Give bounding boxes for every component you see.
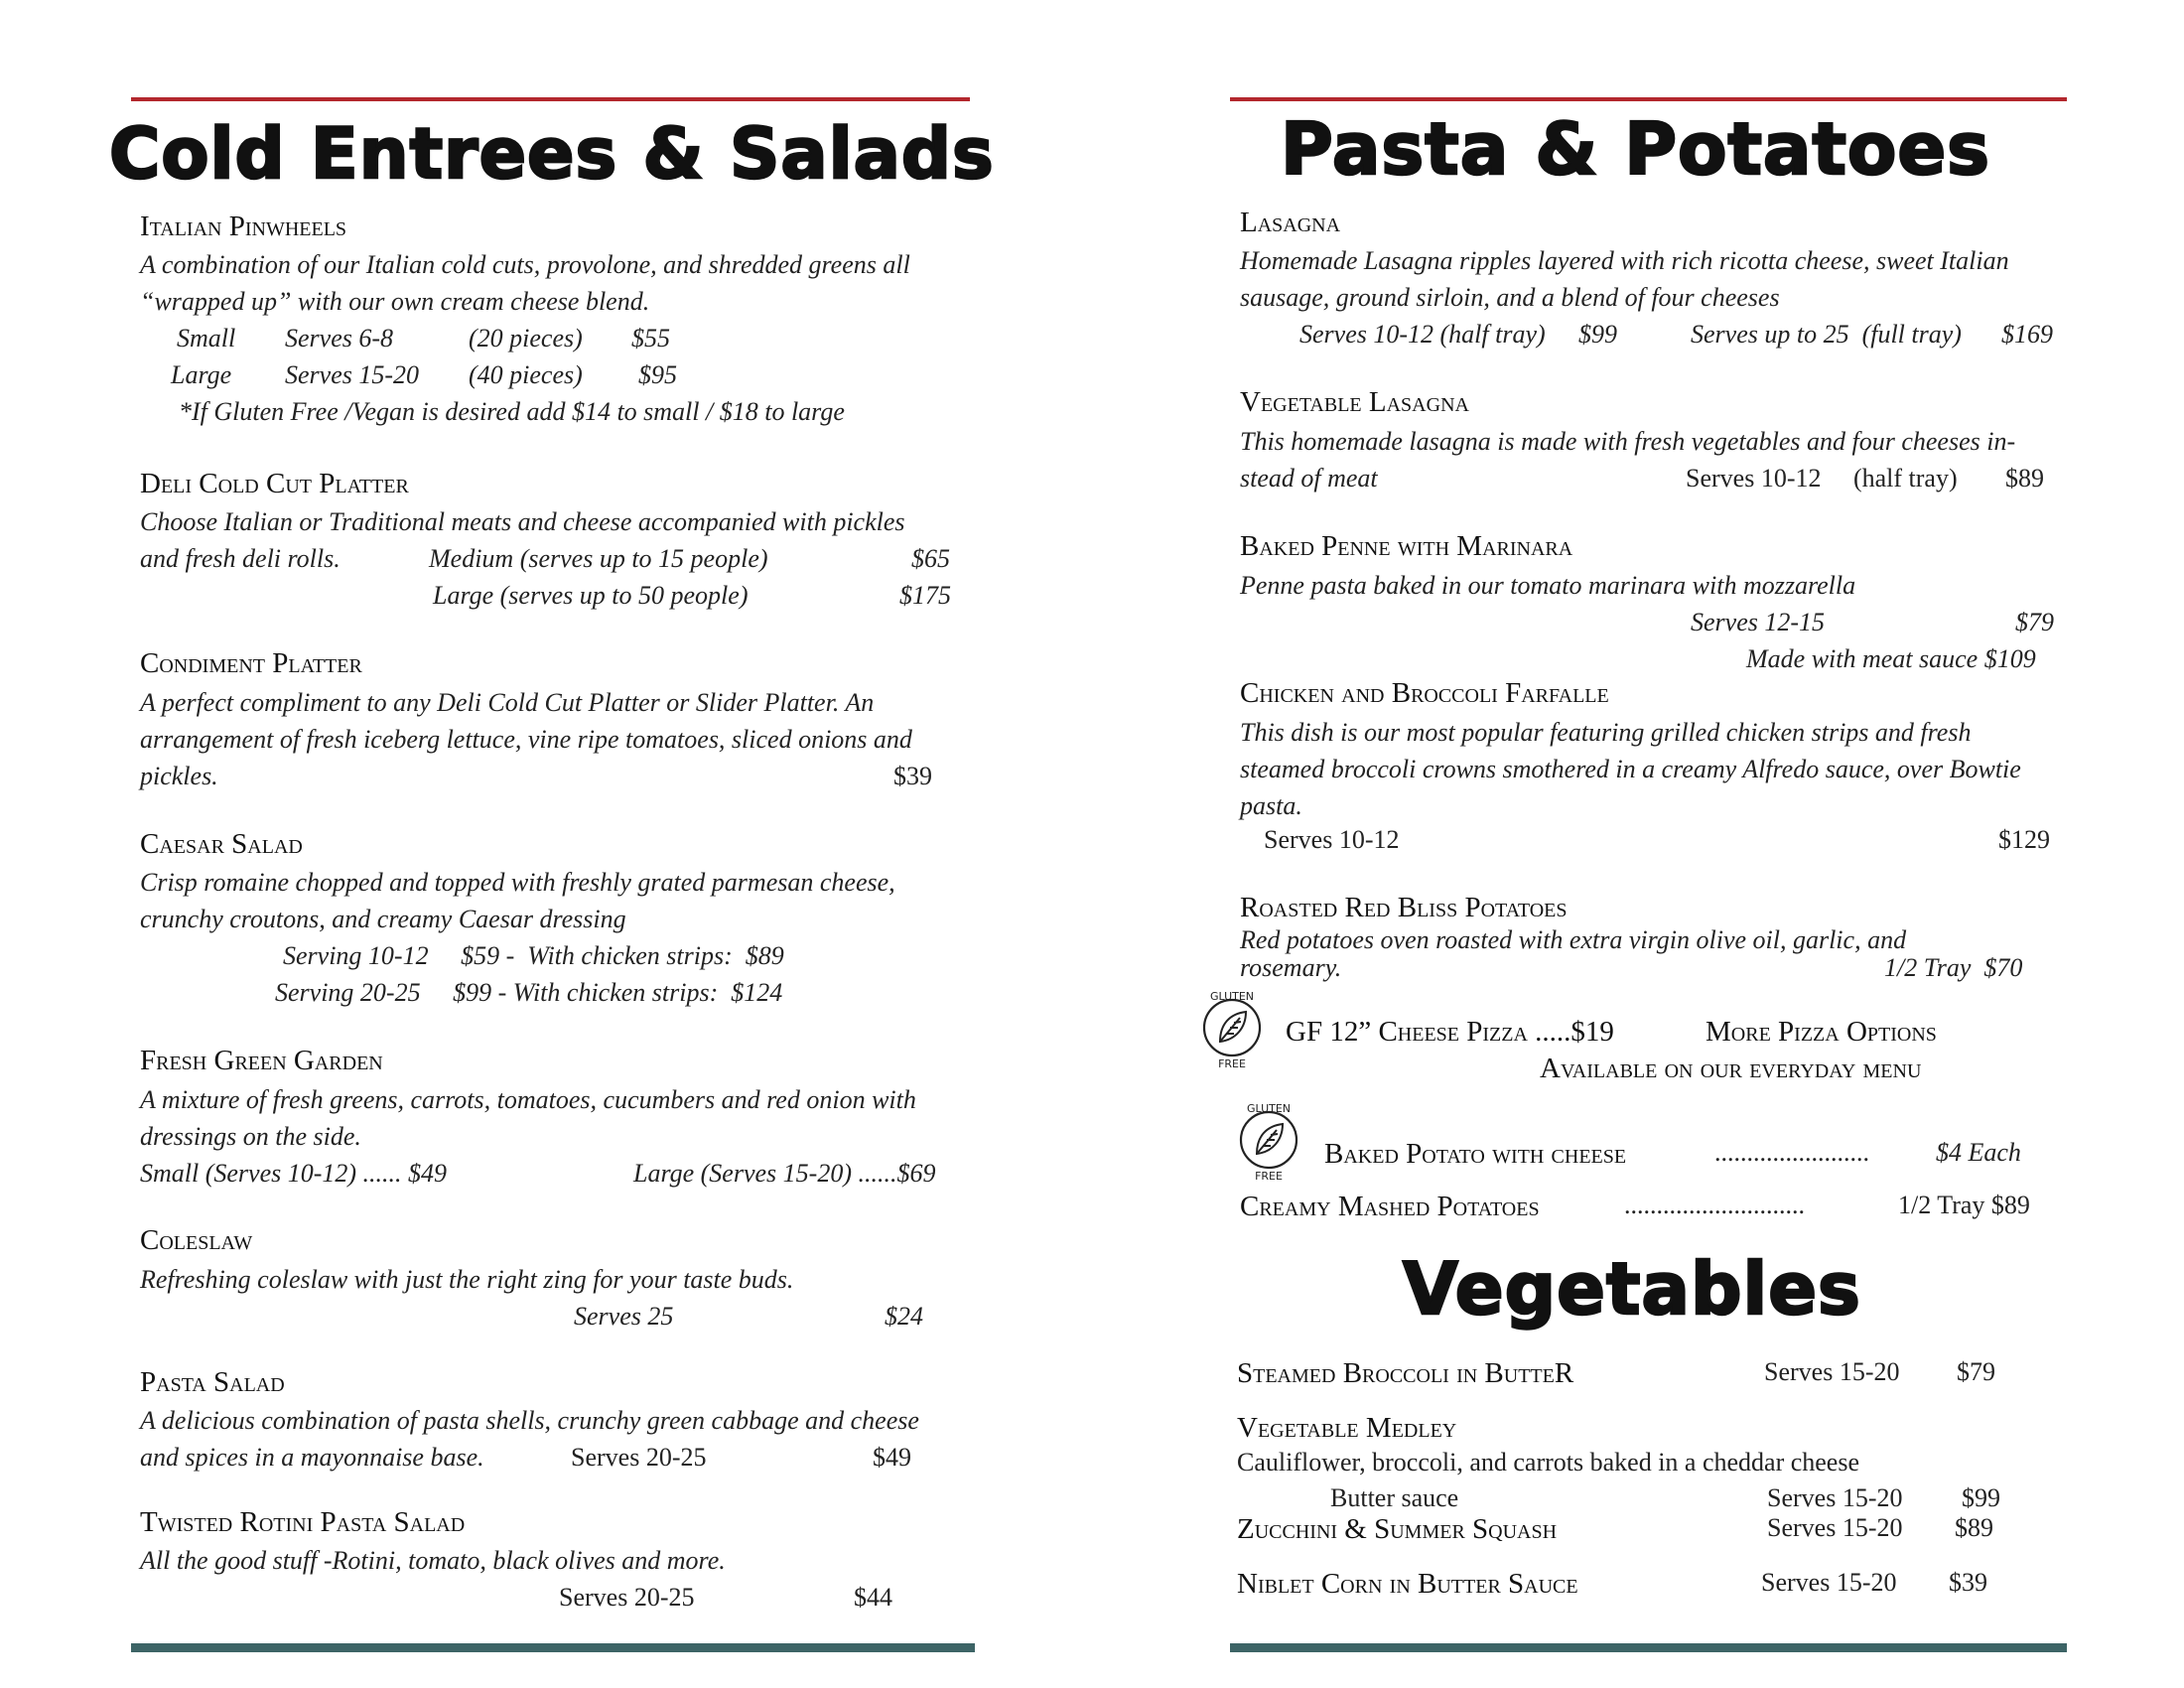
gf-pizza-item: GF 12” Cheese Pizza .....$19 — [1286, 1016, 1614, 1048]
serves-label: Serves 10-12 (half tray) — [1299, 320, 1546, 349]
item-title-baked-potato: Baked Potato with cheese — [1324, 1138, 1627, 1170]
item-desc: A combination of our Italian cold cuts, provolone, and shredded greens all — [140, 250, 910, 279]
serves-label: Serves 15-20 — [1767, 1513, 1903, 1542]
serves-label: Serves 25 — [574, 1302, 674, 1331]
item-title-niblet-corn: Niblet Corn in Butter Sauce — [1237, 1568, 1578, 1600]
price-label: $49 — [873, 1443, 911, 1472]
item-title-roasted-red-bliss: Roasted Red Bliss Potatoes — [1240, 892, 1568, 923]
item-desc: arrangement of fresh iceberg lettuce, vine ripe tomatoes, sliced onions and — [140, 725, 912, 754]
gf-badge-bottom-text: FREE — [1255, 1170, 1283, 1182]
leaf-icon — [1257, 1124, 1283, 1154]
item-desc: Choose Italian or Traditional meats and cheese accompanied with pickles — [140, 507, 905, 536]
leaf-icon — [1220, 1012, 1246, 1042]
item-desc: Cauliflower, broccoli, and carrots baked in a cheddar cheese — [1237, 1448, 1860, 1477]
serving-row: Serving 10-12 $59 - With chicken strips: $89 — [283, 941, 784, 970]
left-top-rule — [131, 97, 970, 101]
price-label: $175 — [899, 581, 951, 610]
price-label: $4 Each — [1936, 1138, 2021, 1167]
gluten-free-note: *If Gluten Free /Vegan is desired add $14 to small / $18 to large — [179, 397, 845, 426]
right-bottom-rule — [1230, 1643, 2067, 1652]
serves-label: Serves up to 25 (full tray) — [1691, 320, 1962, 349]
size-label: Small — [177, 324, 236, 352]
gluten-free-badge-icon — [1227, 1098, 1310, 1182]
serves-label: Serves 20-25 — [559, 1583, 695, 1612]
item-title-caesar-salad: Caesar Salad — [140, 828, 303, 860]
item-title-vegetable-lasagna: Vegetable Lasagna — [1240, 386, 1469, 418]
left-bottom-rule — [131, 1643, 975, 1652]
left-section-heading: Cold Entrees & Salads — [109, 113, 995, 195]
price-label: $169 — [2001, 320, 2053, 349]
item-desc: stead of meat — [1240, 464, 1378, 492]
item-desc: Homemade Lasagna ripples layered with rich ricotta cheese, sweet Italian — [1240, 246, 2009, 275]
item-desc: Crisp romaine chopped and topped with freshly grated parmesan cheese, — [140, 868, 895, 897]
serves-label: Serves 15-20 — [285, 360, 420, 389]
price-label: $39 — [1949, 1568, 1987, 1597]
item-desc: A mixture of fresh greens, carrots, tomatoes, cucumbers and red onion with — [140, 1085, 916, 1114]
vegetables-heading: Vegetables — [1403, 1247, 1861, 1331]
item-desc: pasta. — [1240, 791, 1302, 820]
item-desc: All the good stuff -Rotini, tomato, black olives and more. — [140, 1546, 726, 1575]
item-title-steamed-broccoli: Steamed Broccoli in ButteR — [1237, 1357, 1574, 1389]
item-desc: Refreshing coleslaw with just the right zing for your taste buds. — [140, 1265, 794, 1294]
item-desc: steamed broccoli crowns smothered in a creamy Alfredo sauce, over Bowtie — [1240, 755, 2021, 783]
item-title-zucchini-squash: Zucchini & Summer Squash — [1237, 1513, 1558, 1545]
item-desc: This dish is our most popular featuring grilled chicken strips and fresh — [1240, 718, 1972, 747]
item-desc: and fresh deli rolls. — [140, 544, 341, 573]
item-desc: crunchy croutons, and creamy Caesar dressing — [140, 905, 626, 933]
leader-dots: ........................ — [1714, 1138, 1869, 1167]
serving-row: Serving 20-25 $99 - With chicken strips: $124 — [275, 978, 783, 1007]
item-title-vegetable-medley: Vegetable Medley — [1237, 1412, 1457, 1444]
price-label: $79 — [1957, 1357, 1995, 1386]
item-desc: This homemade lasagna is made with fresh vegetables and four cheeses in- — [1240, 427, 2016, 456]
item-desc: A perfect compliment to any Deli Cold Cut Platter or Slider Platter. An — [140, 688, 875, 717]
item-desc: pickles. — [140, 762, 218, 790]
item-title-twisted-rotini: Twisted Rotini Pasta Salad — [140, 1506, 466, 1538]
item-desc: sausage, ground sirloin, and a blend of four cheeses — [1240, 283, 1780, 312]
size-label: Large — [171, 360, 232, 389]
item-title-coleslaw: Coleslaw — [140, 1224, 253, 1256]
gluten-free-badge-icon — [1190, 986, 1274, 1069]
item-title-deli-platter: Deli Cold Cut Platter — [140, 468, 409, 499]
pieces-label: (20 pieces) — [469, 324, 583, 352]
item-title-lasagna: Lasagna — [1240, 207, 1341, 238]
item-title-pasta-salad: Pasta Salad — [140, 1366, 285, 1398]
price-label: $79 — [2015, 608, 2054, 636]
tray-price: 1/2 Tray $70 — [1884, 953, 2023, 982]
price-label: $65 — [911, 544, 950, 573]
item-desc: dressings on the side. — [140, 1122, 361, 1151]
item-title-creamy-mashed: Creamy Mashed Potatoes — [1240, 1191, 1540, 1222]
item-desc: Butter sauce — [1330, 1483, 1459, 1512]
serves-label: Serves 10-12 — [1264, 825, 1400, 854]
item-desc: “wrapped up” with our own cream cheese blend. — [140, 287, 650, 316]
price-label: $89 — [1955, 1513, 1993, 1542]
item-desc: Red potatoes oven roasted with extra virgin olive oil, garlic, and — [1240, 925, 1907, 954]
item-title-baked-penne: Baked Penne with Marinara — [1240, 530, 1573, 562]
item-title-fresh-green-garden: Fresh Green Garden — [140, 1045, 383, 1076]
item-desc: Penne pasta baked in our tomato marinara with mozzarella — [1240, 571, 1856, 600]
item-title-condiment-platter: Condiment Platter — [140, 647, 362, 679]
meat-sauce-option: Made with meat sauce $109 — [1746, 644, 2036, 673]
item-desc: and spices in a mayonnaise base. — [140, 1443, 484, 1472]
price-label: $95 — [638, 360, 677, 389]
pieces-label: (40 pieces) — [469, 360, 583, 389]
serves-label: Serves 15-20 — [1764, 1357, 1900, 1386]
price-label: $89 — [2005, 464, 2044, 492]
price-label: $99 — [1578, 320, 1617, 349]
item-title-italian-pinwheels: Italian Pinwheels — [140, 211, 347, 242]
item-title-chicken-broccoli-farfalle: Chicken and Broccoli Farfalle — [1240, 677, 1609, 709]
serves-label: Serves 10-12 (half tray) — [1686, 464, 1958, 492]
more-pizza-options: More Pizza Options — [1706, 1016, 1937, 1048]
price-label: $99 — [1962, 1483, 2000, 1512]
serves-label: Serves 6-8 — [285, 324, 394, 352]
size-label: Large (serves up to 50 people) — [433, 581, 749, 610]
leader-dots: ............................ — [1624, 1191, 1805, 1219]
serves-label: Serves 15-20 — [1767, 1483, 1903, 1512]
right-top-rule — [1230, 97, 2067, 101]
size-label: Medium (serves up to 15 people) — [429, 544, 768, 573]
item-desc: rosemary. — [1240, 953, 1342, 982]
tray-price: 1/2 Tray $89 — [1898, 1191, 2030, 1219]
size-price: Large (Serves 15-20) ......$69 — [633, 1159, 936, 1188]
gf-badge-bottom-text: FREE — [1218, 1057, 1246, 1069]
price-label: $55 — [631, 324, 670, 352]
gf-badge-top-text: GLUTEN — [1246, 1102, 1292, 1115]
everyday-menu-note: Available on our everyday menu — [1540, 1053, 1922, 1084]
price-label: $44 — [854, 1583, 892, 1612]
price-label: $129 — [1998, 825, 2050, 854]
price-label: $24 — [885, 1302, 923, 1331]
serves-label: Serves 20-25 — [571, 1443, 707, 1472]
size-price: Small (Serves 10-12) ...... $49 — [140, 1159, 448, 1188]
serves-label: Serves 12-15 — [1691, 608, 1826, 636]
serves-label: Serves 15-20 — [1761, 1568, 1897, 1597]
price-label: $39 — [893, 762, 932, 790]
right-section-heading: Pasta & Potatoes — [1281, 107, 1991, 191]
item-desc: A delicious combination of pasta shells, crunchy green cabbage and cheese — [140, 1406, 919, 1435]
gf-badge-top-text: GLUTEN — [1209, 990, 1255, 1003]
